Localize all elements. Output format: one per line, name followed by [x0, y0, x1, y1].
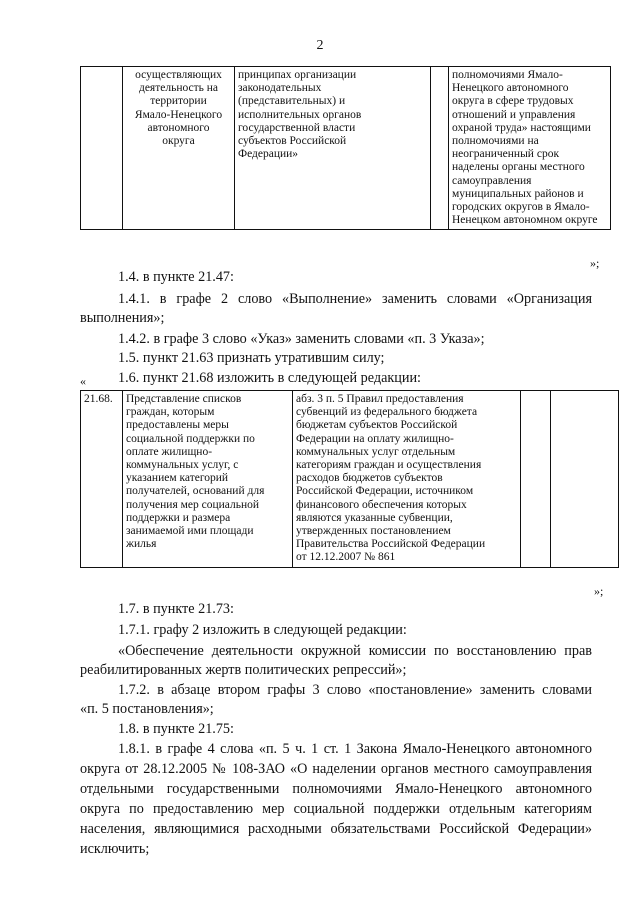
cell-line: от 12.12.2007 № 861 — [296, 551, 396, 564]
cell-line: городских округов в Ямало- — [452, 201, 590, 214]
cell-line: 21.68. — [84, 393, 113, 405]
cell-line: социальной поддержки по — [126, 432, 255, 445]
cell-line: Представление списков — [126, 393, 242, 405]
table-cell-col3 — [293, 391, 521, 568]
item-1-7-2-line: «п. 5 постановления»; — [80, 701, 214, 717]
item-1-4-1-line: выполнения»; — [80, 310, 165, 326]
item-1-8-1-line: населения, являющимися расходными обязательствами Российской Федерации» — [80, 821, 592, 837]
cell-line: расходов бюджетов субъектов — [296, 472, 443, 485]
cell-line: субвенций из федерального бюджета — [296, 406, 478, 419]
item-1-4: 1.4. в пункте 21.47: — [118, 269, 234, 285]
cell-line: категориям граждан и осуществления — [296, 459, 482, 472]
cell-line: абз. 3 п. 5 Правил предоставления — [296, 393, 464, 405]
cell-line: осуществляющих — [135, 69, 222, 81]
cell-line: коммунальных услуг отдельным — [296, 445, 456, 458]
table-cell-col2 — [123, 67, 235, 230]
cell-line: Ненецком автономном округе — [452, 214, 598, 227]
table-cell-empty — [431, 67, 449, 230]
table-cell-col2 — [123, 391, 293, 568]
page-number: 2 — [316, 38, 324, 53]
item-1-8-1-line: округа по предоставлению мер социальной поддержки отдельным категориям — [80, 801, 592, 817]
cell-line: Ненецкого автономного — [452, 82, 569, 95]
cell-line: Правительства Российской Федерации — [296, 538, 486, 551]
item-1-6: 1.6. пункт 21.68 изложить в следующей редакции: — [118, 370, 421, 386]
item-1-5: 1.5. пункт 21.63 признать утратившим силу; — [118, 350, 385, 366]
closing-quote: »; — [590, 256, 600, 270]
table-cell-empty — [81, 67, 123, 230]
cell-line: округа — [162, 135, 195, 148]
opening-quote: « — [80, 374, 86, 388]
cell-line: государственной власти — [238, 121, 356, 134]
item-1-7-1-quote-line: «Обеспечение деятельности окружной комиссии по восстановлению прав — [118, 643, 592, 659]
cell-line: законодательных — [238, 82, 322, 95]
cell-line: Федерации» — [238, 148, 299, 161]
item-1-8: 1.8. в пункте 21.75: — [118, 721, 234, 737]
item-1-7-1-quote-line: реабилитированных жертв политических репрессий»; — [80, 662, 407, 678]
cell-line: исполнительных органов — [238, 108, 362, 121]
cell-line: жилья — [126, 538, 157, 551]
cell-line: неограниченный срок — [452, 148, 560, 161]
cell-line: полномочиями Ямало- — [452, 69, 563, 81]
cell-line: (представительных) и — [238, 95, 346, 108]
cell-line: финансового обеспечения которых — [296, 498, 467, 511]
cell-line: коммунальных услуг, с — [126, 459, 239, 472]
cell-line: занимаемой ими площади — [126, 525, 254, 538]
item-1-8-1-line: округа от 28.12.2005 № 108-ЗАО «О наделении органов местного самоуправления — [80, 761, 592, 777]
cell-line: наделены органы местного — [452, 161, 585, 174]
item-1-7-1: 1.7.1. графу 2 изложить в следующей редакции: — [118, 622, 407, 638]
cell-line: утвержденных постановлением — [296, 525, 451, 538]
table-row — [81, 391, 619, 568]
cell-line: территории — [150, 95, 207, 108]
cell-line: являются указанные субвенции, — [296, 511, 453, 524]
item-1-8-1-line: исключить; — [80, 841, 150, 857]
cell-line: Федерации на оплату жилищно- — [296, 432, 454, 445]
closing-quote: »; — [594, 584, 604, 598]
item-1-7: 1.7. в пункте 21.73: — [118, 601, 234, 617]
table-21-68 — [80, 390, 619, 568]
table-cell-col5 — [449, 67, 611, 230]
cell-line: самоуправления — [452, 174, 532, 187]
cell-line: предоставлены меры — [126, 419, 229, 432]
cell-line: бюджетам субъектов Российской — [296, 419, 458, 432]
cell-line: муниципальных районов и — [452, 187, 584, 200]
cell-line: округа в сфере трудовых — [452, 95, 574, 108]
cell-line: Ямало-Ненецкого — [134, 108, 223, 121]
cell-line: полномочиями на — [452, 135, 539, 148]
cell-line: оплате жилищно- — [126, 445, 213, 458]
table-cell-empty — [551, 391, 619, 568]
cell-line: субъектов Российской — [238, 135, 347, 148]
cell-line: поддержки и размера — [126, 511, 231, 524]
item-1-7-2-line: 1.7.2. в абзаце втором графы 3 слово «постановление» заменить словами — [118, 682, 592, 698]
item-1-8-1-line: отдельными государственными полномочиями Ямало-Ненецкого автономного — [80, 781, 592, 797]
item-1-4-2: 1.4.2. в графе 3 слово «Указ» заменить словами «п. 3 Указа»; — [118, 331, 485, 347]
item-1-4-1-line: 1.4.1. в графе 2 слово «Выполнение» заменить словами «Организация — [118, 291, 592, 307]
table-cell-num — [81, 391, 123, 568]
continued-table — [80, 66, 611, 230]
cell-line: принципах организации — [238, 69, 357, 81]
cell-line: Российской Федерации, источником — [296, 485, 474, 498]
table-cell-empty — [521, 391, 551, 568]
cell-line: граждан, которым — [126, 406, 215, 419]
cell-line: отношений и управления — [452, 108, 576, 121]
item-1-8-1-line: 1.8.1. в графе 4 слова «п. 5 ч. 1 ст. 1 Закона Ямало-Ненецкого автономного — [118, 741, 592, 757]
cell-line: охраной труда» настоящими — [452, 121, 591, 134]
table-row — [81, 67, 611, 230]
cell-line: автономного — [147, 121, 210, 134]
cell-line: деятельность на — [138, 82, 219, 95]
cell-line: получателей, оснований для — [126, 485, 265, 498]
cell-line: указанием категорий — [126, 472, 229, 485]
cell-line: получения мер социальной — [126, 498, 260, 511]
table-cell-col3 — [235, 67, 431, 230]
